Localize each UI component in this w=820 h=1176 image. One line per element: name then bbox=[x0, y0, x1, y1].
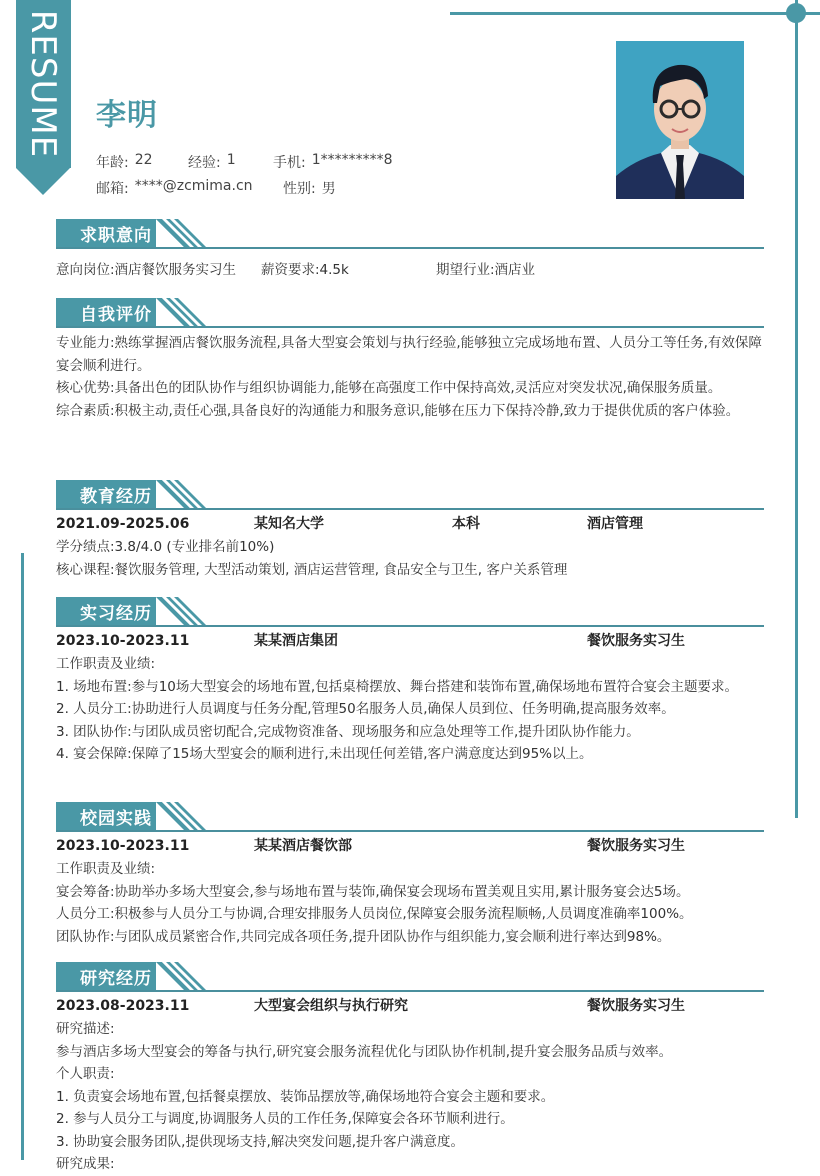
age-label: 年龄: bbox=[96, 155, 129, 171]
duties-heading: 工作职责及业绩: bbox=[56, 656, 156, 672]
section-rule bbox=[56, 326, 764, 328]
duty-item: 4. 宴会保障:保障了15场大型宴会的顺利进行,未出现任何差错,客户满意度达到95%以上。 bbox=[56, 746, 593, 762]
stripes-icon bbox=[156, 802, 206, 831]
expected-industry: 期望行业:酒店业 bbox=[436, 262, 536, 278]
duty-item: 团队协作:与团队成员紧密合作,共同完成各项任务,提升团队协作与组织能力,宴会顺利进行率达到98%。 bbox=[56, 928, 671, 945]
section-self-evaluation bbox=[56, 298, 764, 422]
candidate-name: 李明 bbox=[96, 98, 158, 133]
section-header bbox=[56, 597, 764, 627]
section-title: 校园实践 bbox=[80, 809, 152, 829]
salary-expectation: 薪资要求:4.5k bbox=[261, 262, 349, 278]
age-value: 22 bbox=[134, 152, 153, 168]
section-research bbox=[56, 962, 764, 1176]
duty-item: 1. 场地布置:参与10场大型宴会的场地布置,包括桌椅摆放、舞台搭建和装饰布置,确保场地布置符合宴会主题要求。 bbox=[56, 678, 738, 695]
job-intent-row bbox=[56, 259, 764, 282]
ribbon-tip bbox=[16, 168, 70, 195]
decorative-circle bbox=[786, 3, 806, 23]
decorative-right-line bbox=[795, 0, 798, 818]
campus-role: 餐饮服务实习生 bbox=[587, 838, 685, 854]
section-title-box bbox=[56, 802, 156, 830]
stripes-icon bbox=[156, 962, 206, 991]
section-rule bbox=[56, 830, 764, 832]
section-title-box bbox=[56, 219, 156, 247]
research-description-heading: 研究描述: bbox=[56, 1021, 115, 1037]
info-row-1 bbox=[96, 152, 393, 172]
gpa-line: 学分绩点:3.8/4.0 (专业排名前10%) bbox=[56, 539, 275, 555]
duty-item: 2. 参与人员分工与调度,协调服务人员的工作任务,保障宴会各环节顺利进行。 bbox=[56, 1111, 514, 1127]
section-campus-practice bbox=[56, 802, 764, 948]
major: 酒店管理 bbox=[587, 516, 643, 532]
experience-value: 1 bbox=[226, 152, 236, 168]
section-title: 自我评价 bbox=[80, 305, 152, 325]
phone-field bbox=[273, 152, 393, 172]
courses-line: 核心课程:餐饮服务管理, 大型活动策划, 酒店运营管理, 食品安全与卫生, 客户关系管理 bbox=[56, 561, 568, 578]
section-title: 实习经历 bbox=[80, 604, 152, 624]
section-title: 教育经历 bbox=[80, 487, 152, 507]
paragraph-overall-quality: 综合素质:积极主动,责任心强,具备良好的沟通能力和服务意识,能够在压力下保持冷静,致力于提供优质的客户体验。 bbox=[56, 402, 740, 419]
section-header bbox=[56, 219, 764, 249]
section-title-box bbox=[56, 597, 156, 625]
research-description: 参与酒店多场大型宴会的筹备与执行,研究宴会服务流程优化与团队协作机制,提升宴会服务品质与效率。 bbox=[56, 1043, 673, 1060]
phone-value: 1*********8 bbox=[311, 152, 393, 168]
experience-field bbox=[188, 152, 273, 172]
campus-entry-header bbox=[56, 834, 764, 858]
stripes-icon bbox=[156, 219, 206, 248]
internship-role: 餐饮服务实习生 bbox=[587, 633, 685, 649]
research-results-heading: 研究成果: bbox=[56, 1156, 115, 1172]
organization-name: 某某酒店餐饮部 bbox=[254, 838, 352, 854]
section-rule bbox=[56, 247, 764, 249]
section-title: 求职意向 bbox=[80, 226, 152, 246]
phone-label: 手机: bbox=[273, 155, 306, 171]
stripes-icon bbox=[156, 597, 206, 626]
resume-ribbon bbox=[16, 0, 71, 195]
section-education bbox=[56, 480, 764, 581]
research-project: 大型宴会组织与执行研究 bbox=[254, 998, 408, 1014]
section-title-box bbox=[56, 298, 156, 326]
profile-photo bbox=[616, 41, 744, 199]
duty-item: 宴会筹备:协助举办多场大型宴会,参与场地布置与装饰,确保宴会现场布置美观且实用,累计服务宴会达5场。 bbox=[56, 883, 690, 900]
section-title-box bbox=[56, 480, 156, 508]
gender-label: 性别: bbox=[283, 181, 316, 197]
internship-entry-header bbox=[56, 629, 764, 653]
education-entry-header bbox=[56, 512, 764, 536]
paragraph-professional: 专业能力:熟练掌握酒店餐饮服务流程,具备大型宴会策划与执行经验,能够独立完成场地布置、人员分工等任务,有效保障宴会顺利进行。 bbox=[56, 335, 762, 374]
company-name: 某某酒店集团 bbox=[254, 633, 338, 649]
paragraph-core-strength: 核心优势:具备出色的团队协作与组织协调能力,能够在高强度工作中保持高效,灵活应对突发状况,确保服务质量。 bbox=[56, 380, 722, 396]
campus-period: 2023.10-2023.11 bbox=[56, 838, 190, 854]
internship-details bbox=[56, 653, 764, 766]
section-job-intent bbox=[56, 219, 764, 282]
duty-item: 1. 负责宴会场地布置,包括餐桌摆放、装饰品摆放等,确保场地符合宴会主题和要求。 bbox=[56, 1088, 555, 1105]
gender-value: 男 bbox=[321, 181, 336, 197]
duty-item: 人员分工:积极参与人员分工与协调,合理安排服务人员岗位,保障宴会服务流程顺畅,人员调度准确率100%。 bbox=[56, 906, 693, 922]
section-rule bbox=[56, 625, 764, 627]
decorative-left-line bbox=[21, 553, 24, 1160]
duties-heading: 工作职责及业绩: bbox=[56, 861, 156, 877]
duty-item: 2. 人员分工:协助进行人员调度与任务分配,管理50名服务人员,确保人员到位、任务明确,提高服务效率。 bbox=[56, 701, 675, 717]
intended-position: 意向岗位:酒店餐饮服务实习生 bbox=[56, 262, 237, 278]
ribbon-text: RESUME bbox=[23, 9, 63, 159]
education-period: 2021.09-2025.06 bbox=[56, 516, 190, 532]
email-value: ****@zcmima.cn bbox=[134, 178, 253, 194]
section-title-box bbox=[56, 962, 156, 990]
education-details bbox=[56, 536, 764, 581]
info-row-2 bbox=[96, 178, 336, 198]
research-entry-header bbox=[56, 994, 764, 1018]
personal-duties-heading: 个人职责: bbox=[56, 1066, 115, 1082]
research-period: 2023.08-2023.11 bbox=[56, 998, 190, 1014]
campus-details bbox=[56, 858, 764, 948]
section-header bbox=[56, 298, 764, 328]
degree: 本科 bbox=[452, 516, 480, 532]
stripes-icon bbox=[156, 480, 206, 509]
research-details bbox=[56, 1018, 764, 1176]
decorative-top-line bbox=[450, 12, 820, 15]
school-name: 某知名大学 bbox=[254, 516, 324, 532]
research-role: 餐饮服务实习生 bbox=[587, 998, 685, 1014]
stripes-icon bbox=[156, 298, 206, 327]
self-evaluation-body bbox=[56, 332, 764, 422]
age-field bbox=[96, 152, 188, 172]
section-header bbox=[56, 962, 764, 992]
duty-item: 3. 团队协作:与团队成员密切配合,完成物资准备、现场服务和应急处理等工作,提升团队协作能力。 bbox=[56, 723, 640, 740]
section-rule bbox=[56, 508, 764, 510]
email-field bbox=[96, 178, 283, 198]
internship-period: 2023.10-2023.11 bbox=[56, 633, 190, 649]
section-rule bbox=[56, 990, 764, 992]
gender-field bbox=[283, 178, 336, 198]
experience-label: 经验: bbox=[188, 155, 221, 171]
email-label: 邮箱: bbox=[96, 181, 129, 197]
section-internship bbox=[56, 597, 764, 766]
section-title: 研究经历 bbox=[80, 969, 152, 989]
portrait-illustration bbox=[616, 41, 744, 199]
duty-item: 3. 协助宴会服务团队,提供现场支持,解决突发问题,提升客户满意度。 bbox=[56, 1133, 465, 1150]
section-header bbox=[56, 802, 764, 832]
section-header bbox=[56, 480, 764, 510]
